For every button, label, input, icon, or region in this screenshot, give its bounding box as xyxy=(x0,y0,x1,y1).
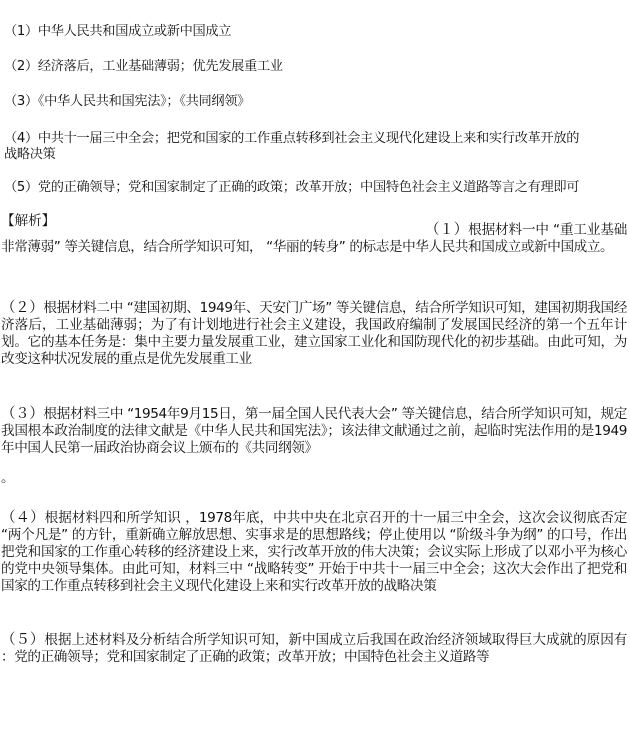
analysis-paragraph-2 xyxy=(1,300,627,368)
paragraph-3-tail: 。 xyxy=(1,470,15,486)
paragraph-text: 根据上述材料及分析结合所学知识可知，新中国成立后我国在政治经济领域取得巨大成就的原因有 ：党的正确领导；党和国家制定了正确的政策；改革开放；中国特色社会主义道路等 xyxy=(1,632,627,665)
analysis-paragraph-4 xyxy=(1,510,627,595)
answer-1: （1）中华人民共和国成立或新中国成立 xyxy=(4,24,232,39)
paragraph-text: 根据材料三中 “1954年9月15日，第一届全国人民代表大会” 等关键信息，结合所学知识可知，规定我国根本政治制度的法律文献是《中华人民共和国宪法》；该法律文献通过之前，起临时宪法作用的是1949年中国人民第一届政治协商会议上颁布的《共同纲领》 xyxy=(1,406,627,456)
paragraph-text: 根据材料一中 “重工业基础非常薄弱” 等关键信息，结合所学知识可知， “华丽的转身” 的标志是中华人民共和国成立或新中国成立。 xyxy=(1,222,627,255)
paragraph-number: （１） xyxy=(425,222,469,238)
paragraph-text: 根据材料四和所学知识 ，1978年底，中共中央在北京召开的十一届三中全会，这次会议彻底否定 “两个凡是” 的方针，重新确立解放思想、实事求是的思想路线；停止使用以 “阶级斗争为纲” 的口号，作出把党和国家的工作重心转移的经济建设上来，实行改革开放的伟大决策；会议实际上形成了以邓小平为核心的党中央领导集体。由此可知，材料三中 “战略转变” 开始于中共十一届三中全会；这次大会作出了把党和国家的工作重点转移到社会主义现代化建设上来和实行改革开放的战略决策 xyxy=(1,510,627,594)
answer-4-line-2: 战略决策 xyxy=(4,147,56,162)
answer-4-line-1: （4）中共十一届三中全会；把党和国家的工作重点转移到社会主义现代化建设上来和实行改革开放的 xyxy=(4,131,580,146)
answer-2: （2）经济落后，工业基础薄弱；优先发展重工业 xyxy=(4,59,283,74)
analysis-paragraph-1 xyxy=(1,222,627,256)
analysis-paragraph-3 xyxy=(1,406,627,457)
paragraph-number: （５） xyxy=(1,632,45,648)
paragraph-text: 根据材料二中 “建国初期、1949年、天安门广场” 等关键信息，结合所学知识可知，建国初期我国经济落后，工业基础薄弱；为了有计划地进行社会主义建设，我国政府编制了发展国民经济的第一个五年计划。它的基本任务是：集中主要力量发展重工业，建立国家工业化和国防现代化的初步基础。由此可知，为改变这种状况发展的重点是优先发展重工业 xyxy=(1,300,627,367)
answer-5: （5）党的正确领导；党和国家制定了正确的政策；改革开放；中国特色社会主义道路等言之有理即可 xyxy=(4,180,580,195)
paragraph-number: （３） xyxy=(1,406,44,422)
analysis-heading: 【解析】 xyxy=(1,213,56,229)
paragraph-number: （４） xyxy=(1,510,45,526)
analysis-paragraph-5 xyxy=(1,632,627,666)
answer-3: （3）《中华人民共和国宪法》；《共同纲领》 xyxy=(4,94,251,109)
paragraph-number: （２） xyxy=(1,300,44,316)
